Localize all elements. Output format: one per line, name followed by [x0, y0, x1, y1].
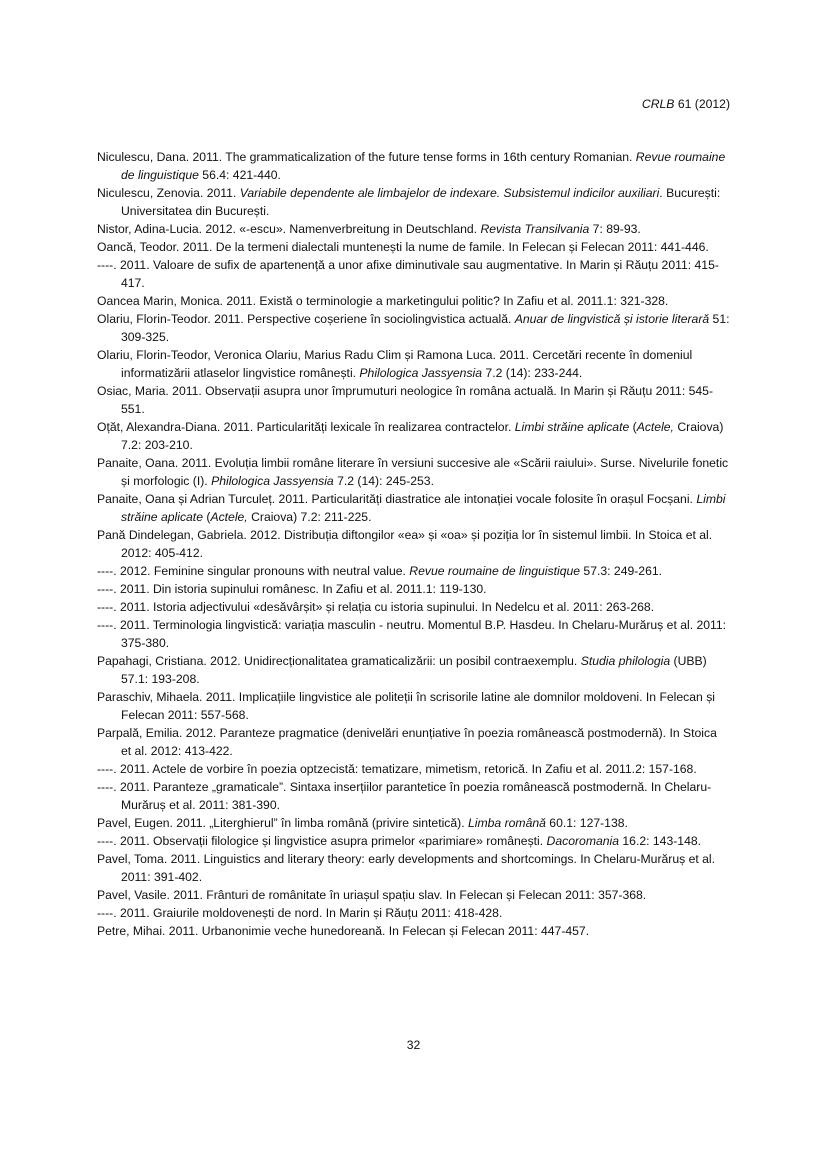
entry-text: Pavel, Vasile. 2011. Frânturi de românitate în uriașul spațiu slav. In Felecan și Felecan 2011: 357-368.: [97, 888, 647, 902]
entry-italic-title: Actele,: [636, 420, 674, 434]
bibliography-entry: [97, 418, 730, 454]
page-number: 32: [406, 1038, 421, 1052]
entry-text: ----. 2011. Graiurile moldovenești de nord. In Marin și Răuțu 2011: 418-428.: [97, 906, 503, 920]
entry-text: 7.2 (14): 233-244.: [482, 366, 583, 380]
journal-title: CRLB: [641, 97, 675, 111]
entry-text: ----. 2011. Istoria adjectivului «desăvârșit» și relația cu istoria supinului. In Nedelcu et al. 2011: 263-268.: [97, 600, 655, 614]
entry-italic-title: Revue roumaine de linguistique: [121, 150, 726, 182]
entry-italic-title: Anuar de lingvistică și istorie literară: [514, 312, 710, 326]
entry-text: Osiac, Maria. 2011. Observații asupra unor împrumuturi neologice în româna actuală. In Marin și Răuțu 2011: 545-551.: [97, 384, 714, 416]
bibliography-entry: [97, 310, 730, 346]
entry-text: Paraschiv, Mihaela. 2011. Implicațiile lingvistice ale politeții în scrisorile latine ale domnilor moldoveni. In Felecan și Felecan 2011: 557-568.: [97, 690, 716, 722]
entry-italic-title: Philologica Jassyensia: [359, 366, 483, 380]
entry-text: ----. 2011. Din istoria supinului românesc. In Zafiu et al. 2011.1: 119-130.: [97, 582, 487, 596]
entry-text: ----. 2011. Paranteze „gramaticale”. Sintaxa inserțiilor parantetice în poezia românească postmodernă. In Chelaru-Murăruș et al. 2011: 381-390.: [97, 780, 712, 812]
entry-text: Craiova) 7.2: 211-225.: [247, 510, 372, 524]
entry-text: 51: 309-325.: [121, 312, 730, 344]
entry-text: 57.3: 249-261.: [580, 564, 663, 578]
entry-text: ----. 2011. Observații filologice și lingvistice asupra primelor «parimiare» românești.: [97, 834, 547, 848]
entry-text: Petre, Mihai. 2011. Urbanonimie veche hunedoreană. In Felecan și Felecan 2011: 447-457.: [97, 924, 590, 938]
entry-text: Olariu, Florin-Teodor, Veronica Olariu, Marius Radu Clim și Ramona Luca. 2011. Cercetări recente în domeniul informatizării atlaselor lingvistice românești.: [97, 348, 693, 380]
entry-italic-title: Limbi străine aplicate: [514, 420, 630, 434]
entry-text: Panaite, Oana. 2011. Evoluția limbii române literare în versiuni succesive ale «Scării raiului». Surse. Nivelurile fonetic și morfologic (I).: [97, 456, 729, 488]
bibliography-entry: [97, 184, 730, 220]
entry-text: Pană Dindelegan, Gabriela. 2012. Distribuția diftongilor «ea» și «oa» și poziția lor în sistemul limbii. In Stoica et al. 2012: 405-412.: [97, 528, 713, 560]
bibliography-entry: [97, 382, 730, 418]
bibliography-entry: [97, 526, 730, 562]
entry-italic-title: Studia philologia: [580, 654, 671, 668]
entry-italic-title: Limba română: [468, 816, 546, 830]
entry-text: . București: Universitatea din București.: [121, 186, 721, 218]
bibliography-entry: [97, 886, 730, 904]
bibliography-entry: [97, 760, 730, 778]
bibliography-entry: [97, 724, 730, 760]
entry-text: 56.4: 421-440.: [198, 168, 281, 182]
entry-text: Craiova) 7.2: 203-210.: [121, 420, 724, 452]
running-header: [642, 95, 730, 113]
entry-text: Olariu, Florin-Teodor. 2011. Perspective coșeriene în sociolingvistica actuală.: [97, 312, 515, 326]
entry-text: 16.2: 143-148.: [619, 834, 702, 848]
entry-text: 60.1: 127-138.: [545, 816, 628, 830]
bibliography-entry: [97, 148, 730, 184]
bibliography-entry: [97, 490, 730, 526]
entry-text: ----. 2011. Terminologia lingvistică: variația masculin - neutru. Momentul B.P. Hasdeu. In Chelaru-Murăruș et al. 2011: 375-380.: [97, 618, 727, 650]
bibliography-entry: [97, 652, 730, 688]
bibliography-entry: [97, 346, 730, 382]
entry-italic-title: Revue roumaine de linguistique: [409, 564, 581, 578]
entry-text: (: [202, 510, 211, 524]
bibliography-entry: [97, 832, 730, 850]
bibliography-entry: [97, 778, 730, 814]
entry-text: ----. 2011. Actele de vorbire în poezia optzecistă: tematizare, mimetism, retorică. In Zafiu et al. 2011.2: 157-168.: [97, 762, 697, 776]
entry-italic-title: Variabile dependente ale limbajelor de indexare. Subsistemul indicilor auxiliari: [239, 186, 660, 200]
bibliography-entry: [97, 922, 730, 940]
entry-text: Oțăt, Alexandra-Diana. 2011. Particularități lexicale în realizarea contractelor.: [97, 420, 515, 434]
bibliography-entry: [97, 688, 730, 724]
entry-text: Niculescu, Zenovia. 2011.: [97, 186, 240, 200]
entry-text: Papahagi, Cristiana. 2012. Unidirecționalitatea gramaticalizării: un posibil contraexemplu.: [97, 654, 581, 668]
entry-italic-title: Dacoromania: [546, 834, 620, 848]
entry-text: Panaite, Oana și Adrian Turculeț. 2011. Particularități diastratice ale intonației vocale folosite în orașul Focșani.: [97, 492, 697, 506]
entry-text: Pavel, Eugen. 2011. „Literghierul” în limba română (privire sintetică).: [97, 816, 468, 830]
entry-text: ----. 2011. Valoare de sufix de apartenență a unor afixe diminutivale sau augmentative. In Marin și Răuțu 2011: 415-417.: [97, 258, 719, 290]
bibliography-entry: [97, 616, 730, 652]
bibliography-entry: [97, 598, 730, 616]
entry-text: ----. 2012. Feminine singular pronouns with neutral value.: [97, 564, 410, 578]
bibliography-entry: [97, 580, 730, 598]
bibliography-entry: [97, 220, 730, 238]
bibliography-entry: [97, 904, 730, 922]
entry-text: (: [629, 420, 637, 434]
entry-text: Pavel, Toma. 2011. Linguistics and literary theory: early developments and shortcomings. In Chelaru-Murăruș et al. 2011: 391-402.: [97, 852, 716, 884]
entry-text: Oancea Marin, Monica. 2011. Există o terminologie a marketingului politic? In Zafiu et al. 2011.1: 321-328.: [97, 294, 669, 308]
journal-issue: 61 (2012): [677, 97, 730, 111]
entry-italic-title: Philologica Jassyensia: [211, 474, 334, 488]
bibliography-entry: [97, 562, 730, 580]
entry-italic-title: Limbi străine aplicate: [121, 492, 726, 524]
entry-italic-title: Actele,: [210, 510, 248, 524]
entry-text: Niculescu, Dana. 2011. The grammaticalization of the future tense forms in 16th century Romanian.: [97, 150, 636, 164]
entry-text: Parpală, Emilia. 2012. Paranteze pragmatice (denivelări enunțiative în poezia românească postmodernă). In Stoica et al. 2012: 413-422.: [97, 726, 717, 758]
entry-text: (UBB) 57.1: 193-208.: [121, 654, 707, 686]
bibliography-entry: [97, 292, 730, 310]
bibliography-entry: [97, 238, 730, 256]
entry-text: 7.2 (14): 245-253.: [333, 474, 434, 488]
bibliography-entry: [97, 814, 730, 832]
bibliography-list: [97, 148, 730, 940]
entry-italic-title: Revista Transilvania: [480, 222, 590, 236]
entry-text: 7: 89-93.: [589, 222, 641, 236]
entry-text: Nistor, Adina-Lucia. 2012. «-escu». Namenverbreitung in Deutschland.: [97, 222, 481, 236]
entry-text: Oancă, Teodor. 2011. De la termeni dialectali muntenești la nume de familе. In Felecan și Felecan 2011: 441-446.: [97, 240, 709, 254]
bibliography-entry: [97, 256, 730, 292]
bibliography-entry: [97, 850, 730, 886]
bibliography-entry: [97, 454, 730, 490]
